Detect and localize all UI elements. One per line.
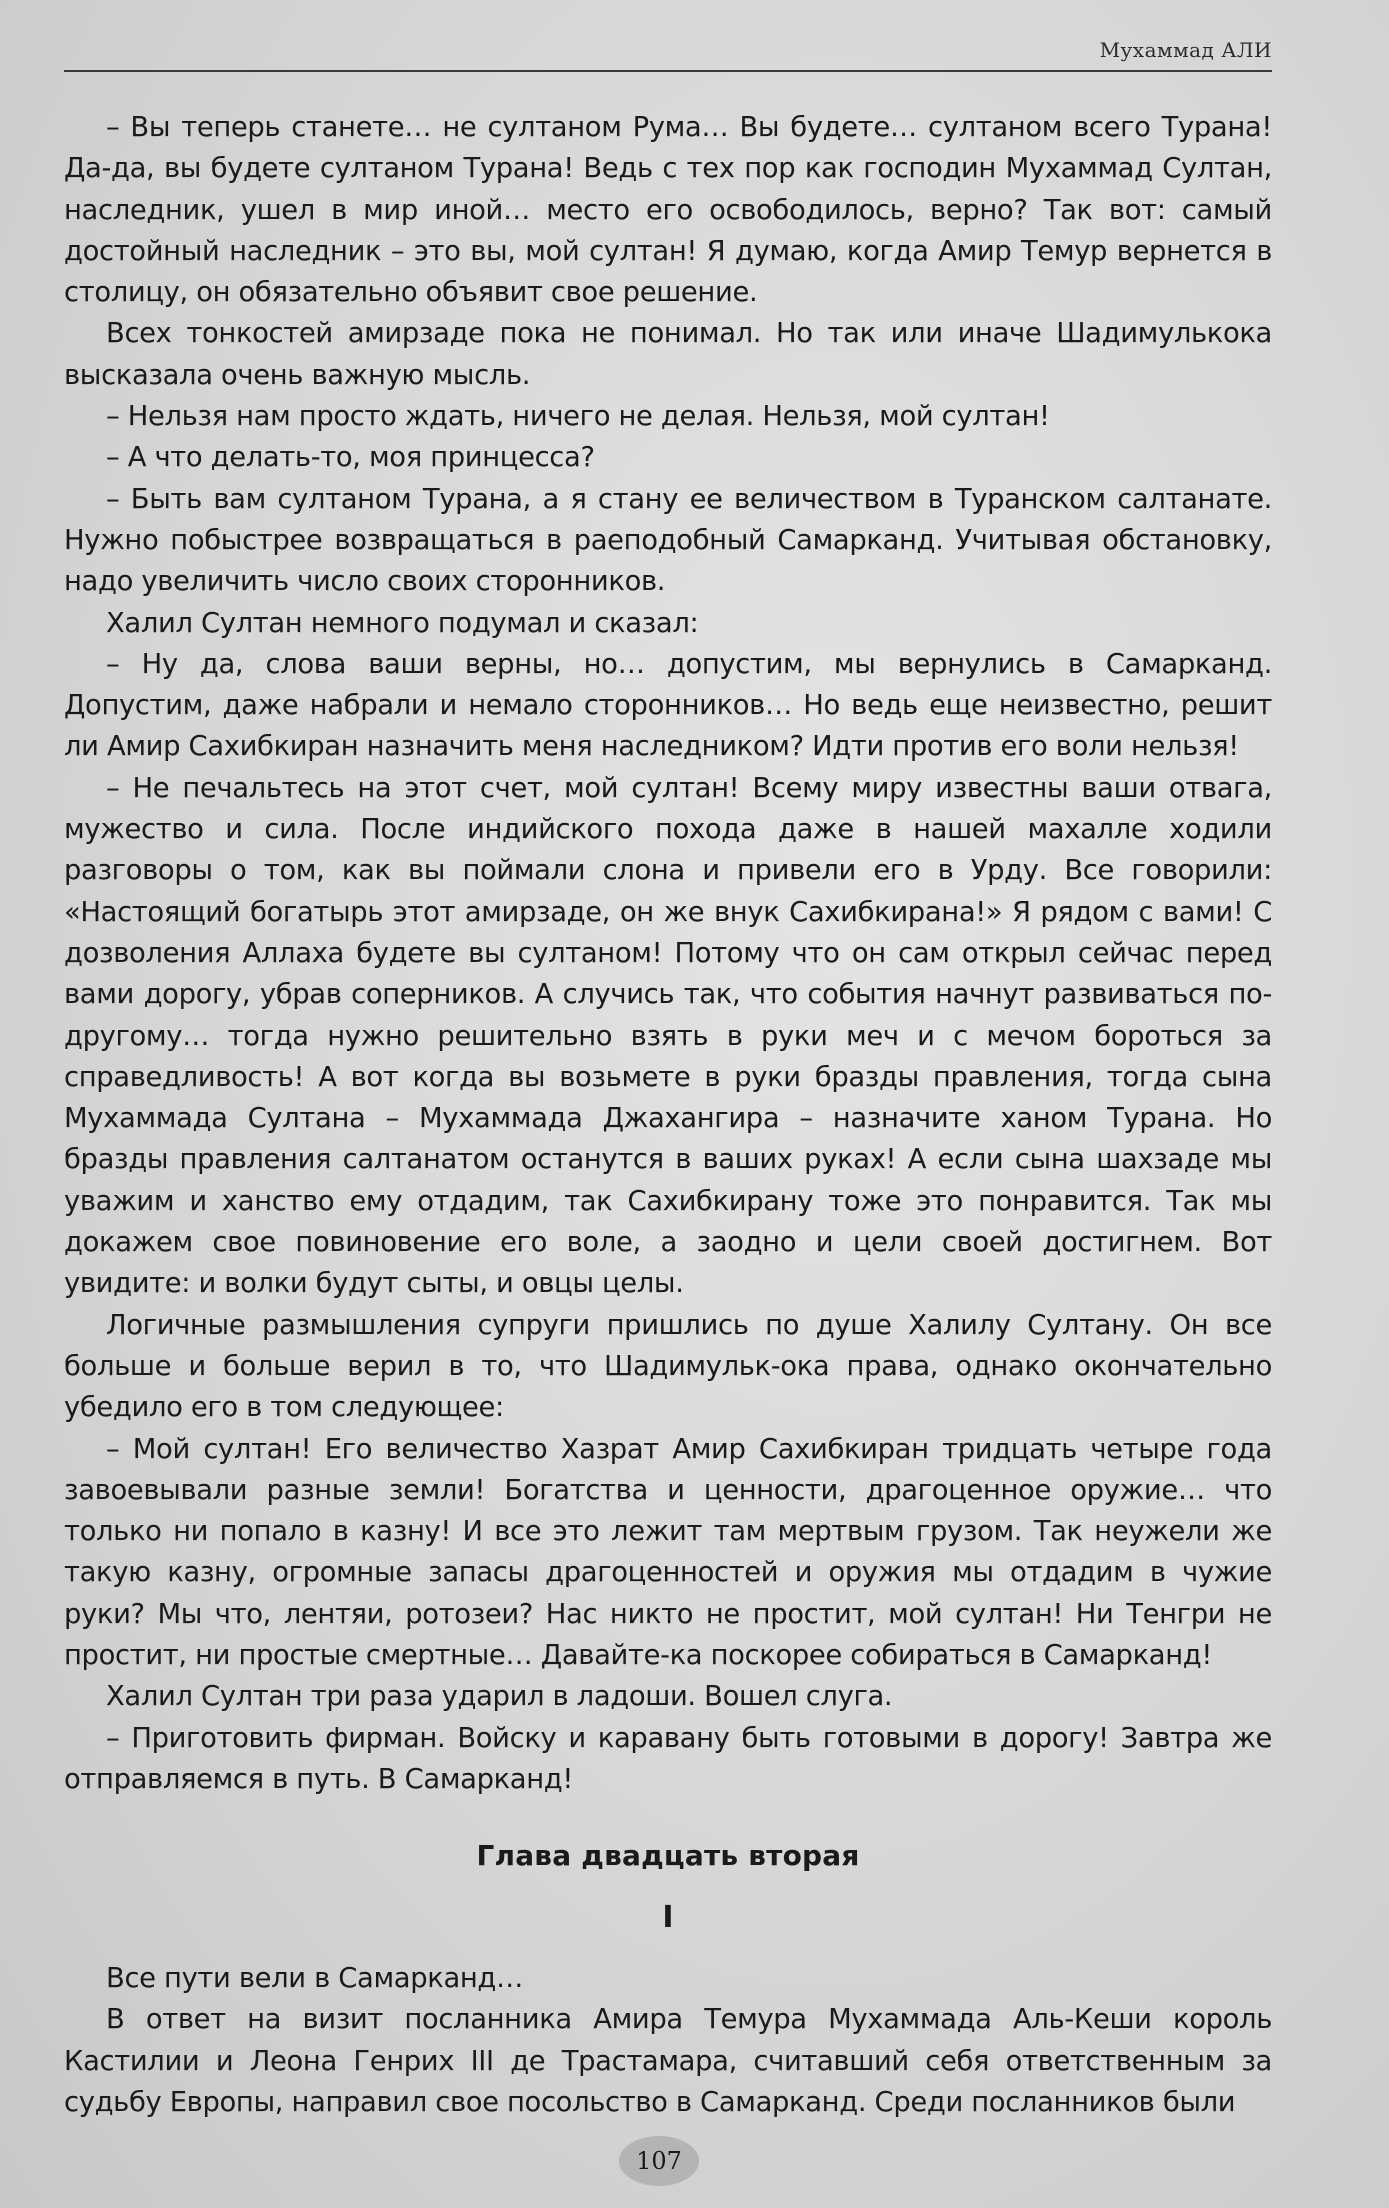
chapter-title: Глава двадцать вторая [476, 1839, 860, 1873]
section-number: I [662, 1900, 674, 1936]
paragraph: Халил Султан немного подумал и сказал: [106, 607, 699, 639]
paragraph: – Нельзя нам просто ждать, ничего не делая. Нельзя, мой султан! [106, 401, 1050, 433]
paragraph: – Приготовить фирман. Войску и каравану быть готовыми в дорогу! Завтра же отправляемся в путь. В Самарканд! [64, 1722, 1272, 1795]
paragraph: Все пути вели в Самарканд… [106, 1963, 524, 1995]
paragraph: – Не печальтесь на этот счет, мой султан! Всему миру известны ваши отвага, мужество и сила. После индийского похода даже в нашей махалле ходили разговоры о том, как вы поймали слона и привели его в Урду. Все говорили: «Настоящий богатырь этот амирзаде, он же внук Сахибкирана!» Я рядом с вами! С дозволения Аллаха будете вы султаном! Потому что он сам открыл сейчас перед вами дорогу, убрав соперников. А случись так, что события начнут развиваться по-другому… тогда нужно решительно взять в руки меч и с мечом бороться за справедливость! А вот когда вы возьмете в руки бразды правления, тогда сына Мухаммада Султана – Мухаммада Джахангира – назначите ханом Турана. Но бразды правления салтанатом останутся в ваших руках! А если сына шахзаде мы уважим и ханство ему отдадим, так Сахибкирану тоже это понравится. Так мы докажем свое повиновение его воле, а заодно и цели своей достигнем. Вот увидите: и волки будут сыты, и овцы целы. [64, 772, 1272, 1300]
paragraph: Всех тонкостей амирзаде пока не понимал. Но так или иначе Шадимулькока высказала очень важную мысль. [64, 318, 1272, 391]
header-author: Мухаммад АЛИ [1099, 38, 1272, 62]
paragraph: В ответ на визит посланника Амира Темура Мухаммада Аль-Кеши король Кастилии и Леона Генрих III де Трастамара, считавший себя ответственным за судьбу Европы, направил свое посольство в Самарканд. Среди посланников были [64, 2004, 1272, 2119]
paragraph: – Быть вам султаном Турана, а я стану ее величеством в Туранском салтанате. Нужно побыстрее возвращаться в раеподобный Самарканд. Учитывая обстановку, надо увеличить число своих сторонников. [64, 483, 1272, 598]
page-text [64, 107, 1272, 2123]
page-number: 107 [619, 2136, 699, 2186]
paragraph: Халил Султан три раза ударил в ладоши. Вошел слуга. [106, 1681, 893, 1713]
paragraph: – А что делать-то, моя принцесса? [106, 442, 595, 474]
paragraph: Логичные размышления супруги пришлись по душе Халилу Султану. Он все больше и больше верил в то, что Шадимульк-ока права, однако окончательно убедило его в том следующее: [64, 1309, 1272, 1424]
paragraph: – Ну да, слова ваши верны, но… допустим, мы вернулись в Самарканд. Допустим, даже набрали и немало сторонников… Но ведь еще неизвестно, решит ли Амир Сахибкиран назначить меня наследником? Идти против его воли нельзя! [64, 648, 1272, 763]
running-header [64, 34, 1272, 72]
paragraph: – Мой султан! Его величество Хазрат Амир Сахибкиран тридцать четыре года завоевывали разные земли! Богатства и ценности, драгоценное оружие… что только ни попало в казну! И все это лежит там мертвым грузом. Так неужели же такую казну, огромные запасы драгоценностей и оружия мы отдадим в чужие руки? Мы что, лентяи, ротозеи? Нас никто не простит, мой султан! Ни Тенгри не простит, ни простые смертные… Давайте-ка поскорее собираться в Самарканд! [64, 1433, 1272, 1671]
paragraph: – Вы теперь станете… не султаном Рума… Вы будете… султаном всего Турана! Да-да, вы будете султаном Турана! Ведь с тех пор как господин Мухаммад Султан, наследник, ушел в мир иной… место его освободилось, верно? Так вот: самый достойный наследник – это вы, мой султан! Я думаю, когда Амир Темур вернется в столицу, он обязательно объявит свое решение. [64, 112, 1272, 309]
